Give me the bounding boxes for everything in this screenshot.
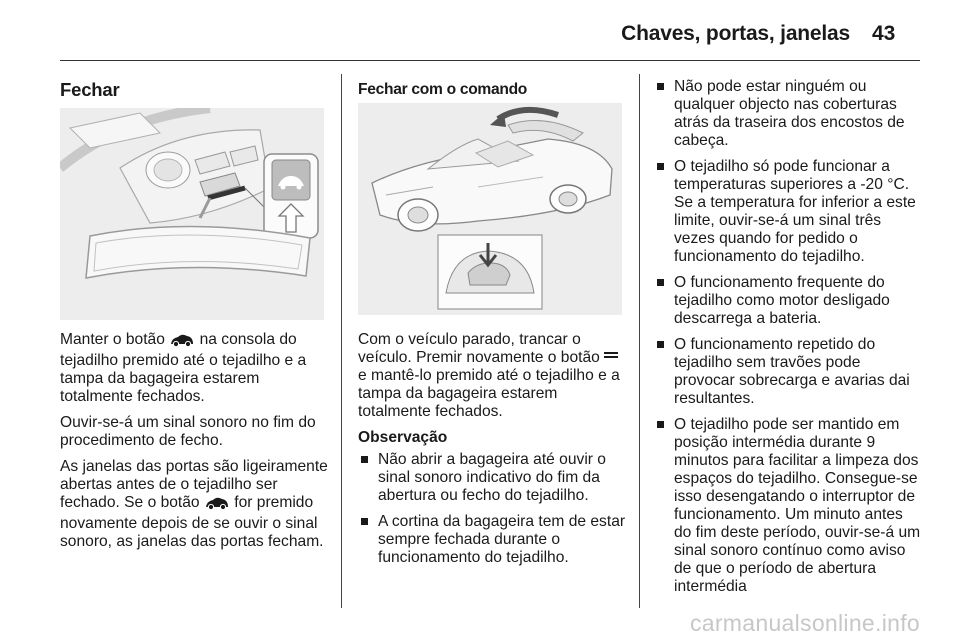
car-roof-icon (169, 333, 195, 352)
watermark-text: carmanualsonline.info (689, 610, 920, 636)
bullet-square-icon (361, 456, 368, 463)
bullet-square-icon (657, 83, 664, 90)
section-heading-remote-close: Fechar com o comando (358, 81, 528, 98)
list-item-text: O funcionamento frequente do tejadilho como motor desligado descarrega a bateria. (674, 274, 890, 327)
bullet-square-icon (657, 163, 664, 170)
list-item (654, 78, 922, 150)
bullet-square-icon (361, 518, 368, 525)
list-item-text: O tejadilho só pode funcionar a temperaturas superiores a -20 °C. Se a temperatura for inferior a este limite, ouvir-se-á um sinal três vezes quando for pedido o funcionamento do tejadilho. (674, 158, 916, 265)
paragraph-sound-signal: Ouvir-se-á um sinal sonoro no fim do procedimento de fecho. (60, 414, 316, 449)
paragraph-remote-instruction (358, 331, 628, 421)
warning-bullet-list (654, 78, 922, 596)
text-segment: e mantê-lo premido até o tejadilho e a tampa da bagageira estarem totalmente fechados. (358, 367, 620, 420)
section-heading-fechar: Fechar (60, 79, 120, 100)
paragraph-windows (60, 458, 328, 551)
note-heading: Observação (358, 429, 448, 446)
bullet-square-icon (657, 421, 664, 428)
list-item-text: O tejadilho pode ser mantido em posição intermédia durante 9 minutos para facilitar a limpeza dos espaços do tejadilho. Consegue-se isso desengatando o interruptor de funcionamento. Um minuto antes do fim deste período, ouvir-se-á um sinal sonoro contínuo como aviso de que o período de abertura intermédia (674, 416, 921, 595)
list-item (654, 336, 922, 408)
page-number: 43 (872, 22, 896, 45)
car-roof-icon (204, 496, 230, 515)
text-segment: Com o veículo parado, trancar o veículo. Premir novamente o botão (358, 331, 600, 366)
remote-button-icon (604, 350, 618, 360)
column-2-body (358, 331, 628, 575)
column-3-body (654, 78, 922, 604)
note-bullet-list (358, 451, 628, 567)
list-item (358, 451, 628, 505)
bullet-square-icon (657, 279, 664, 286)
bullet-square-icon (657, 341, 664, 348)
column-divider-2 (639, 74, 640, 608)
text-segment: for premido novamente depois de se ouvir o sinal sonoro, as janelas das portas fecham. (60, 494, 324, 550)
illustration-convertible-remote (358, 103, 622, 315)
list-item (654, 416, 922, 596)
list-item (654, 274, 922, 328)
roof-console-drawing (60, 108, 324, 320)
text-segment: na consola do tejadilho premido até o tejadilho e a tampa da bagageira estarem totalmente fechados. (60, 331, 307, 405)
list-item-text: A cortina da bagageira tem de estar sempre fechada durante o funcionamento do tejadilho. (378, 513, 626, 566)
list-item (358, 513, 628, 567)
page-header-title: Chaves, portas, janelas (621, 22, 850, 45)
text-segment: As janelas das portas são ligeiramente abertas antes de o tejadilho ser fechado. Se o botão (60, 458, 328, 511)
paragraph-close-instruction (60, 331, 328, 406)
list-item-text: Não pode estar ninguém ou qualquer objecto nas coberturas atrás da traseira dos encostos de cabeça. (674, 78, 905, 149)
list-item-text: Não abrir a bagageira até ouvir o sinal sonoro indicativo do fim da abertura ou fecho do tejadilho. (378, 451, 606, 504)
list-item (654, 158, 922, 266)
column-divider-1 (341, 74, 342, 608)
column-1-body (60, 331, 328, 559)
convertible-car-drawing (358, 103, 622, 315)
illustration-roof-console (60, 108, 324, 320)
text-segment: Manter o botão (60, 331, 165, 348)
header-rule (60, 60, 920, 61)
list-item-text: O funcionamento repetido do tejadilho sem travões pode provocar sobrecarga e avarias dai resultantes. (674, 336, 910, 407)
